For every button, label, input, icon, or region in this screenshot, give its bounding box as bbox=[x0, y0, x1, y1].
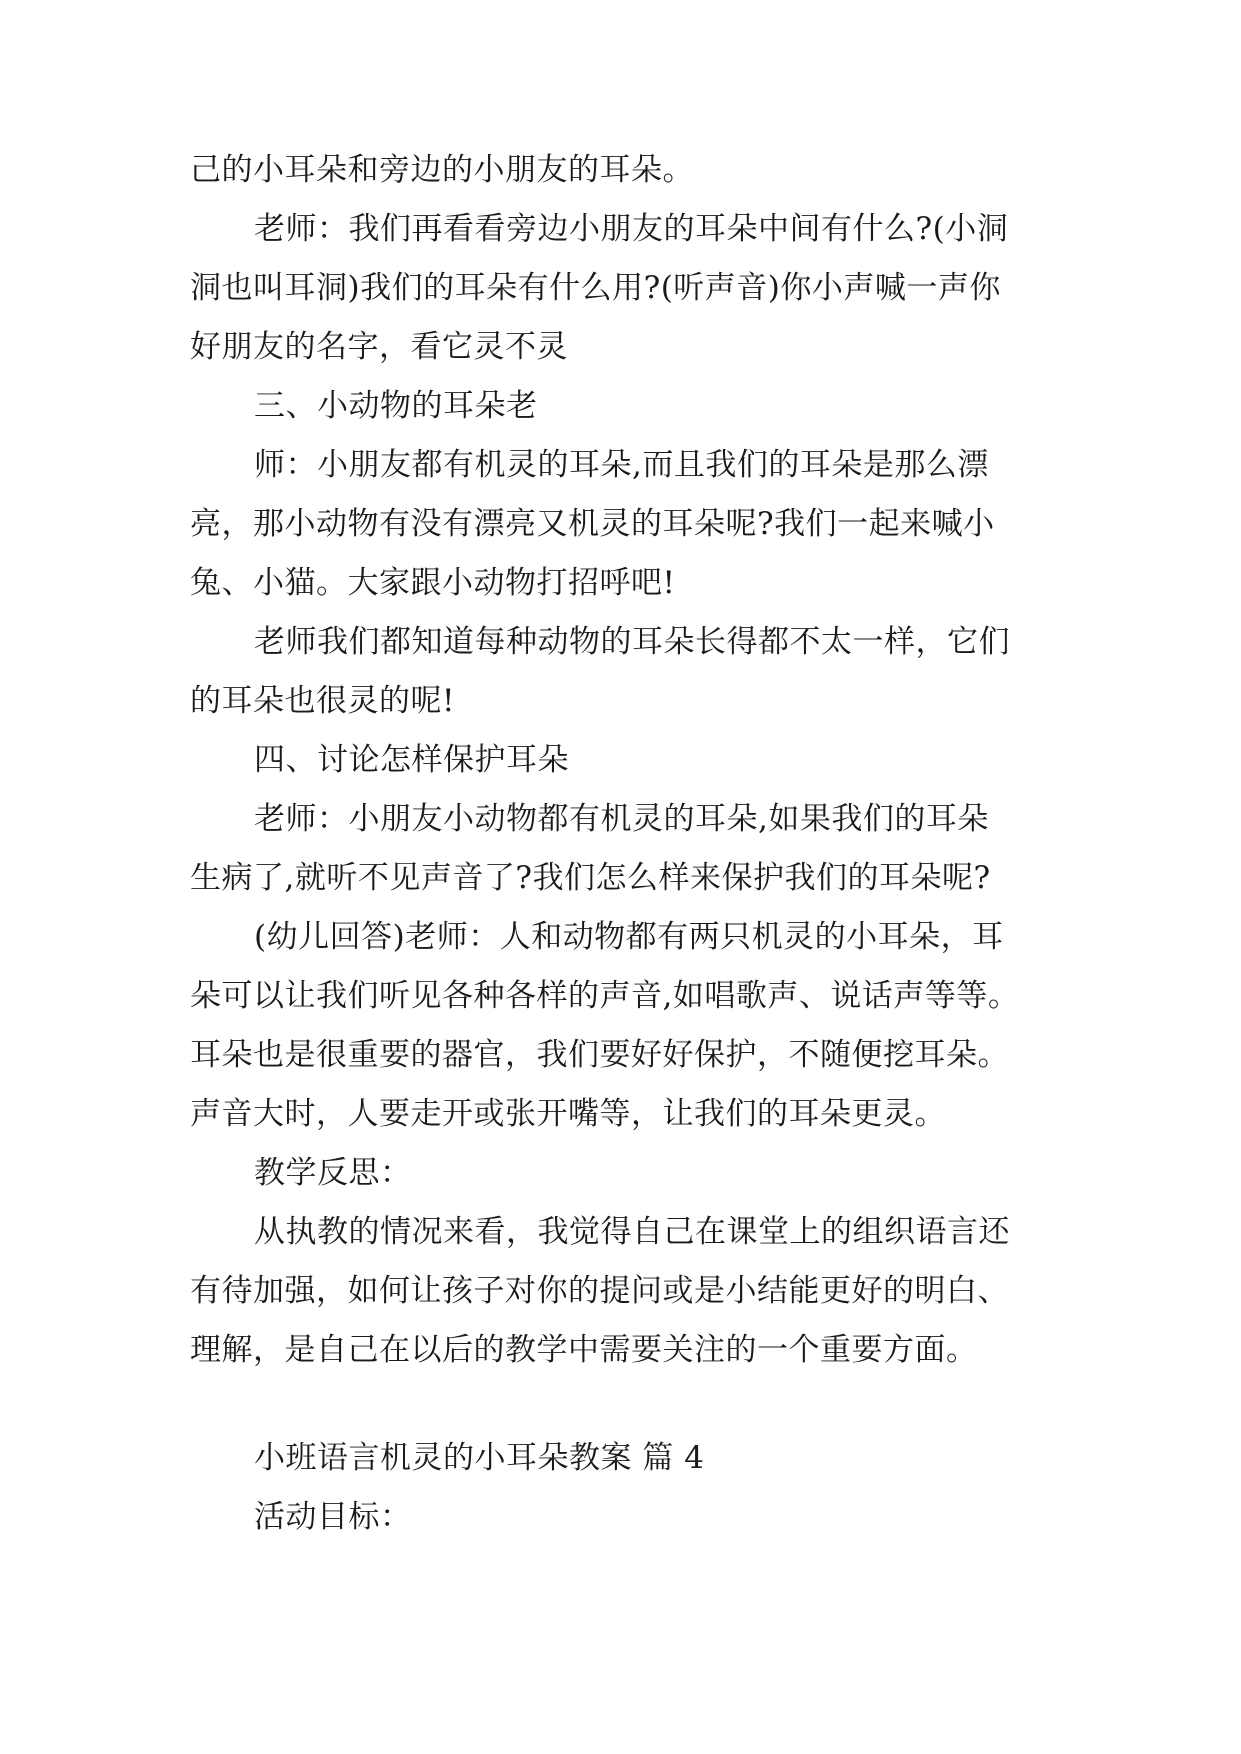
text-line: 老师我们都知道每种动物的耳朵长得都不太一样，它们 bbox=[254, 624, 1010, 660]
section-heading: 三、小动物的耳朵老 bbox=[254, 388, 538, 424]
text-line: (幼儿回答)老师：人和动物都有两只机灵的小耳朵，耳 bbox=[254, 919, 1004, 955]
text-line: 从执教的情况来看，我觉得自己在课堂上的组织语言还 bbox=[254, 1214, 1010, 1250]
section-heading: 活动目标： bbox=[254, 1499, 412, 1535]
article-title: 小班语言机灵的小耳朵教案 篇 4 bbox=[254, 1440, 705, 1476]
text-line: 的耳朵也很灵的呢! bbox=[190, 683, 455, 719]
text-line: 好朋友的名字，看它灵不灵 bbox=[190, 329, 568, 365]
text-line: 己的小耳朵和旁边的小朋友的耳朵。 bbox=[190, 152, 694, 188]
text-line: 理解，是自己在以后的教学中需要关注的一个重要方面。 bbox=[190, 1332, 978, 1368]
text-line: 耳朵也是很重要的器官，我们要好好保护，不随便挖耳朵。 bbox=[190, 1037, 1009, 1073]
text-line: 兔、小猫。大家跟小动物打招呼吧! bbox=[190, 565, 676, 601]
section-heading: 四、讨论怎样保护耳朵 bbox=[254, 742, 569, 778]
text-line: 师：小朋友都有机灵的耳朵,而且我们的耳朵是那么漂 bbox=[254, 447, 989, 483]
text-line: 老师：我们再看看旁边小朋友的耳朵中间有什么?(小洞 bbox=[254, 211, 1009, 247]
text-line: 亮，那小动物有没有漂亮又机灵的耳朵呢?我们一起来喊小 bbox=[190, 506, 995, 542]
text-line: 有待加强，如何让孩子对你的提问或是小结能更好的明白、 bbox=[190, 1273, 1009, 1309]
text-line: 朵可以让我们听见各种各样的声音,如唱歌声、说话声等等。 bbox=[190, 978, 1020, 1014]
text-line: 生病了,就听不见声音了?我们怎么样来保护我们的耳朵呢? bbox=[190, 860, 991, 896]
section-heading: 教学反思： bbox=[254, 1155, 412, 1191]
text-line: 老师：小朋友小动物都有机灵的耳朵,如果我们的耳朵 bbox=[254, 801, 989, 837]
text-line: 声音大时，人要走开或张开嘴等，让我们的耳朵更灵。 bbox=[190, 1096, 946, 1132]
text-line: 洞也叫耳洞)我们的耳朵有什么用?(听声音)你小声喊一声你 bbox=[190, 270, 1001, 306]
